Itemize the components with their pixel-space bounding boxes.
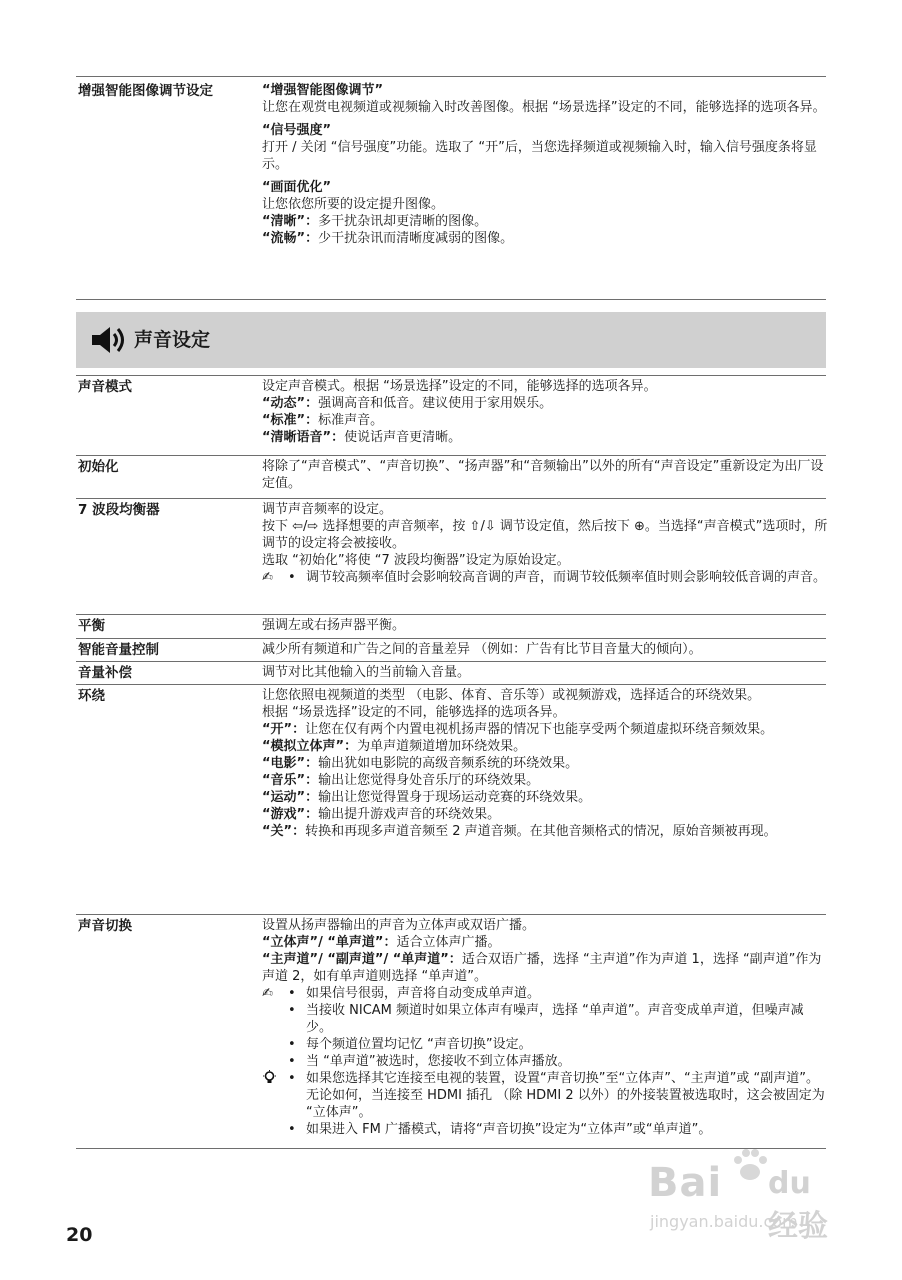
divider [76,614,826,615]
divider [76,661,826,662]
option-text: 调节对比其他输入的当前输入音量。 [262,665,471,680]
divider [76,638,826,639]
option-title: “画面优化” [262,180,332,195]
option-text: 将除了“声音模式”、“声音切换”、“扬声器”和“音频输出”以外的所有“声音设定”重新设定为出厂设定值。 [262,459,824,491]
divider [76,455,826,456]
setting-description [262,501,828,586]
speaker-icon [90,325,128,355]
option-text: 按下 ⇦/⇨ 选择想要的声音频率，按 ⇧/⇩ 调节设定值，然后按下 ⊕。当选择“声音模式”选项时，所调节的设定将会被接收。 [262,519,828,551]
setting-label: 环绕 [78,688,105,704]
setting-label: 7 波段均衡器 [78,502,160,518]
divider [76,1148,826,1149]
setting-label: 初始化 [78,459,119,475]
setting-description [262,641,828,658]
setting-description [262,664,828,681]
setting-description [262,617,828,634]
option-item: “流畅”：少干扰杂讯而清晰度减弱的图像。 [262,231,514,246]
note: ✍ • 如果信号很弱，声音将自动变成单声道。 [262,986,541,1001]
option-text: 调节声音频率的设定。 [262,502,393,517]
note-pencil-icon: ✍ [262,986,273,1001]
setting-description [262,82,828,247]
option-item: “主声道”/ “副声道”/ “单声道”：适合双语广播，选择 “主声道”作为声道 1，选择 “副声道”作为声道 2，如有单声道则选择 “单声道”。 [262,952,822,984]
note-item: • 每个频道位置均记忆 “声音切换”设定。 [288,1037,532,1052]
note: ✍ • 调节较高频率值时会影响较高音调的声音，而调节较低频率值时则会影响较低音调的声音。 [262,570,827,585]
setting-label: 智能音量控制 [78,642,159,658]
divider [76,914,826,915]
option-text: 根据 “场景选择”设定的不同，能够选择的选项各异。 [262,705,566,720]
page-number: 20 [66,1224,93,1246]
divider [76,684,826,685]
watermark [648,1152,848,1244]
option-title: “增强智能图像调节” [262,83,384,98]
option-title: “信号强度” [262,123,332,138]
option-text: 设定声音模式。根据 “场景选择”设定的不同，能够选择的选项各异。 [262,379,657,394]
setting-label: 增强智能图像调节设定 [78,83,213,99]
divider [76,498,826,499]
option-item: “开”：让您在仅有两个内置电视机扬声器的情况下也能享受两个频道虚拟环绕音频效果。 [262,722,774,737]
divider [76,76,826,77]
setting-description [262,458,828,492]
option-text: 让您在观赏电视频道或视频输入时改善图像。根据 “场景选择”设定的不同，能够选择的选项各异。 [262,100,826,115]
option-item: “标准”：标准声音。 [262,413,384,428]
option-text: 强调左或右扬声器平衡。 [262,618,406,633]
watermark-url: jingyan.baidu.com [650,1212,798,1231]
option-text: 减少所有频道和广告之间的音量差异 （例如：广告有比节目音量大的倾向）。 [262,642,702,657]
setting-description [262,378,828,446]
watermark-brand: Bai [648,1160,723,1206]
tip: • 如果您选择其它连接至电视的装置，设置“声音切换”至“立体声”、“主声道”或 “副声道”。无论如何，当连接至 HDMI 插孔 （除 HDMI 2 以外）的外接装置被选取时，这会被固定为 “立体声”。 [262,1070,828,1121]
lightbulb-icon [262,1070,277,1091]
note-item: • 当接收 NICAM 频道时如果立体声有噪声，选择 “单声道”。声音变成单声道，但噪声减少。 [288,1003,804,1035]
note-item: • 当 “单声道”被选时，您接收不到立体声播放。 [288,1054,571,1069]
option-text: 选取 “初始化”将使 “7 波段均衡器”设定为原始设定。 [262,553,570,568]
option-item: “运动”：输出让您觉得置身于现场运动竞赛的环绕效果。 [262,790,592,805]
option-item: “关”：转换和再现多声道音频至 2 声道音频。在其他音频格式的情况，原始音频被再现。 [262,824,777,839]
option-text: 设置从扬声器输出的声音为立体声或双语广播。 [262,918,536,933]
option-item: “清晰”：多干扰杂讯却更清晰的图像。 [262,214,488,229]
option-item: “游戏”：输出提升游戏声音的环绕效果。 [262,807,501,822]
divider [76,375,826,376]
paw-icon [730,1146,770,1186]
setting-label: 音量补偿 [78,665,132,681]
setting-description [262,917,828,1138]
option-text: 让您依照电视频道的类型 （电影、体育、音乐等）或视频游戏，选择适合的环绕效果。 [262,688,761,703]
option-item: “模拟立体声”：为单声道频道增加环绕效果。 [262,739,527,754]
note-pencil-icon: ✍ [262,570,273,585]
setting-row-smart-picture [76,82,826,294]
section-title: 声音设定 [134,329,211,351]
option-text: 打开 / 关闭 “信号强度”功能。选取了 “开”后，当您选择频道或视频输入时，输入信号强度条将显示。 [262,140,817,172]
watermark-brand-suffix: du 经验 [768,1166,828,1244]
option-item: “清晰语音”：使说话声音更清晰。 [262,430,462,445]
setting-label: 声音模式 [78,379,132,395]
option-text: 让您依您所要的设定提升图像。 [262,197,445,212]
setting-label: 声音切换 [78,918,132,934]
setting-description [262,687,828,840]
option-item: “立体声”/ “单声道”：适合立体声广播。 [262,935,501,950]
section-header [76,312,826,368]
setting-label: 平衡 [78,618,105,634]
option-item: “音乐”：输出让您觉得身处音乐厅的环绕效果。 [262,773,540,788]
divider [76,299,826,300]
tip-item: • 如果进入 FM 广播模式，请将“声音切换”设定为“立体声”或“单声道”。 [288,1122,712,1137]
option-item: “电影”：输出犹如电影院的高级音频系统的环绕效果。 [262,756,579,771]
option-item: “动态”：强调高音和低音。建议使用于家用娱乐。 [262,396,553,411]
